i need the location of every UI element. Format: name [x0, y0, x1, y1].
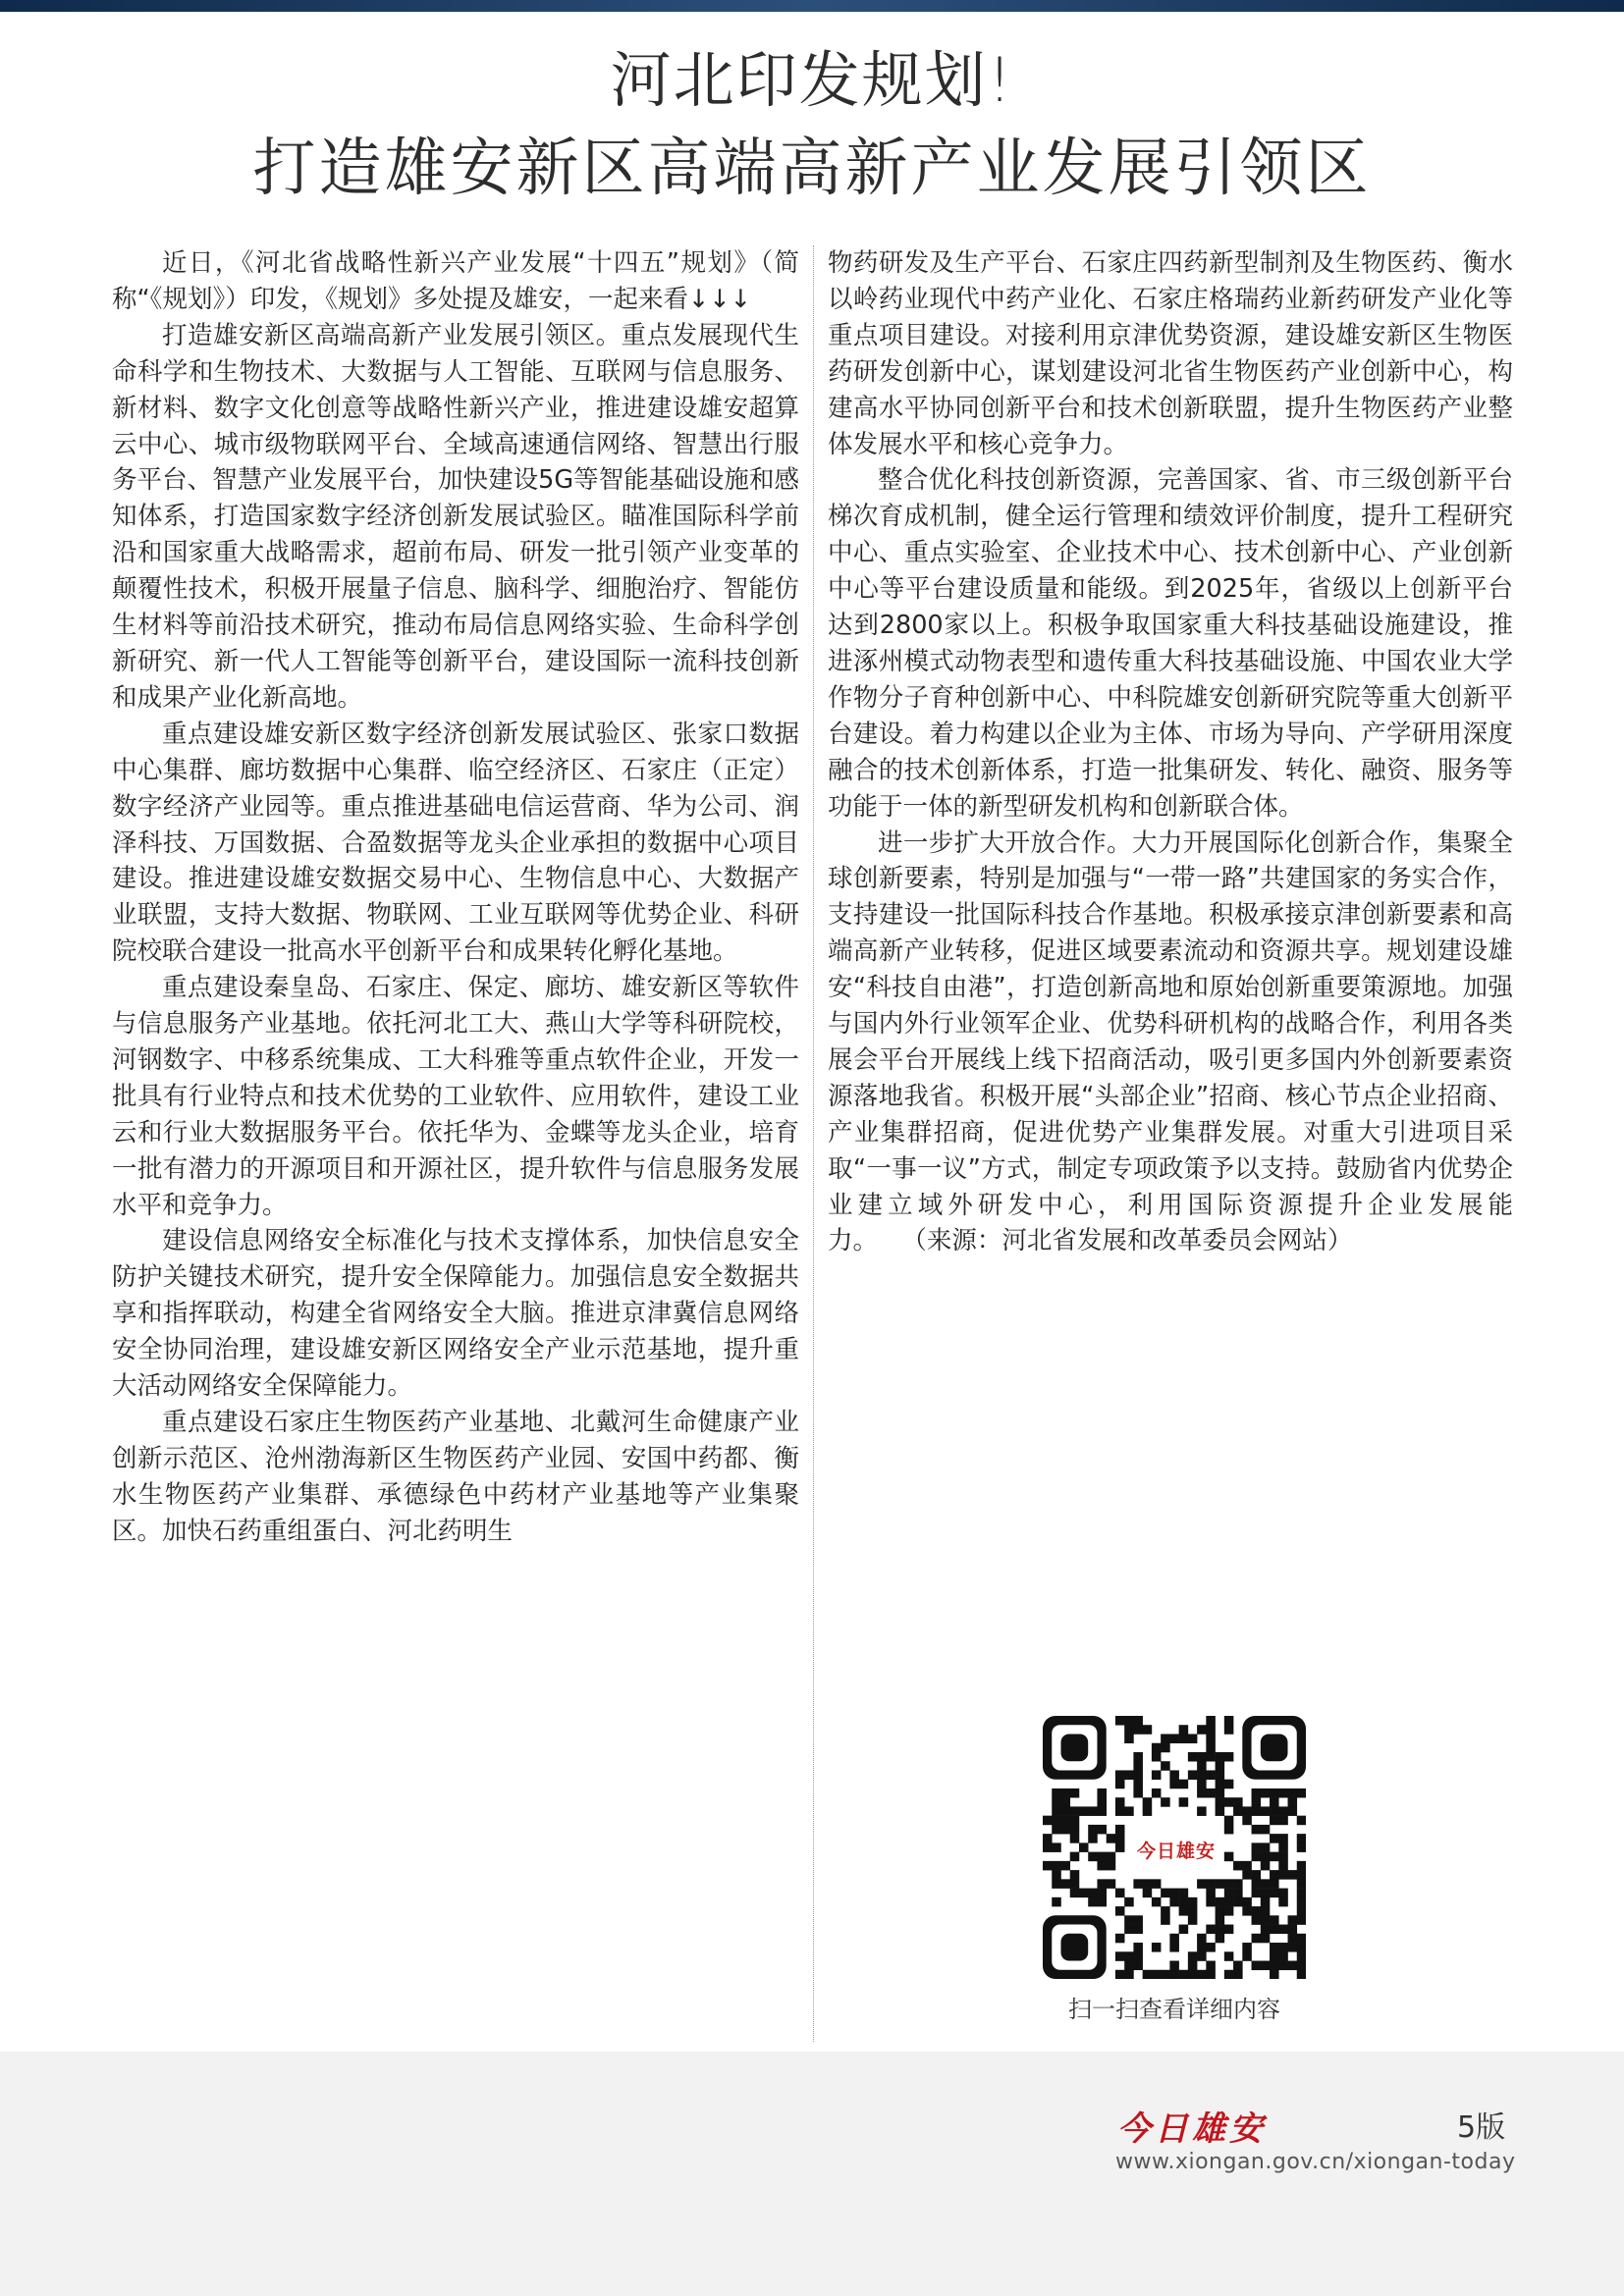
title-line-1: 河北印发规划! [610, 44, 1014, 116]
article-column-right [828, 245, 1513, 1679]
paragraph-continuation: 物药研发及生产平台、石家庄四药新型制剂及生物医药、衡水以岭药业现代中药产业化、石家庄格瑞药业新药研发产业化等重点项目建设。对接利用京津优势资源，建设雄安新区生物医药研发创新中心，谋划建设河北省生物医药产业创新中心，构建高水平协同创新平台和技术创新联盟，提升生物医药产业整体发展水平和核心竞争力。 [828, 248, 1513, 459]
paragraph: 重点建设秦皇岛、石家庄、保定、廊坊、雄安新区等软件与信息服务产业基地。依托河北工大、燕山大学等科研院校，河钢数字、中移系统集成、工大科雅等重点软件企业，开发一批具有行业特点和技术优势的工业软件、应用软件，建设工业云和行业大数据服务平台。依托华为、金蝶等龙头企业，培育一批有潜力的开源项目和开源社区，提升软件与信息服务发展水平和竞争力。 [112, 973, 799, 1220]
paragraph [828, 826, 1513, 1260]
paragraph: 重点建设雄安新区数字经济创新发展试验区、张家口数据中心集群、廊坊数据中心集群、临空经济区、石家庄（正定）数字经济产业园等。重点推进基础电信运营商、华为公司、润泽科技、万国数据、合盈数据等龙头企业承担的数据中心项目建设。推进建设雄安数据交易中心、生物信息中心、大数据产业联盟，支持大数据、物联网、工业互联网等优势企业、科研院校联合建设一批高水平创新平台和成果转化孵化基地。 [112, 719, 799, 967]
qr-code[interactable] [1043, 1716, 1306, 1979]
top-color-bar [0, 0, 1624, 12]
paragraph: 整合优化科技创新资源，完善国家、省、市三级创新平台梯次育成机制，健全运行管理和绩效评价制度，提升工程研究中心、重点实验室、企业技术中心、技术创新中心、产业创新中心等平台建设质量和能级。到2025年，省级以上创新平台达到2800家以上。积极争取国家重大科技基础设施建设，推进涿州模式动物表型和遗传重大科技基础设施、中国农业大学作物分子育种创新中心、中科院雄安创新研究院等重大创新平台建设。着力构建以企业为主体、市场为导向、产学研用深度融合的技术创新体系，打造一批集研发、转化、融资、服务等功能于一体的新型研发机构和创新联合体。 [828, 465, 1513, 822]
qr-logo: 今日雄安 [1134, 1822, 1218, 1877]
paragraph: 近日，《河北省战略性新兴产业发展“十四五”规划》（简称“《规划》）印发，《规划》多处提及雄安，一起来看↓↓↓ [112, 248, 799, 314]
article-source: （来源：河北省发展和改革委员会网站） [901, 1226, 1353, 1256]
paragraph: 重点建设石家庄生物医药产业基地、北戴河生命健康产业创新示范区、沧州渤海新区生物医药产业园、安国中药都、衡水生物医药产业集群、承德绿色中药材产业基地等产业集聚区。加快石药重组蛋白、河北药明生 [112, 1408, 799, 1546]
footer-url[interactable]: www.xiongan.gov.cn/xiongan-today [1115, 2150, 1516, 2174]
page-number: 5版 [1457, 2110, 1506, 2145]
article-title [0, 39, 1624, 216]
qr-caption: 扫一扫查看详细内容 [1068, 1996, 1280, 2023]
title-line-2: 打造雄安新区高端高新产业发展引领区 [252, 133, 1372, 205]
paragraph: 建设信息网络安全标准化与技术支撑体系，加快信息安全防护关键技术研究，提升安全保障能力。加强信息安全数据共享和指挥联动，构建全省网络安全大脑。推进京津冀信息网络安全协同治理，建设雄安新区网络安全产业示范基地，提升重大活动网络安全保障能力。 [112, 1226, 799, 1402]
article-column-left [112, 245, 799, 2052]
paragraph-text: 进一步扩大开放合作。大力开展国际化创新合作，集聚全球创新要素，特别是加强与“一带一路”共建国家的务实合作，支持建设一批国际科技合作基地。积极承接京津创新要素和高端高新产业转移，促进区域要素流动和资源共享。规划建设雄安“科技自由港”，打造创新高地和原始创新重要策源地。加强与国内外行业领军企业、优势科研机构的战略合作，利用各类展会平台开展线上线下招商活动，吸引更多国内外创新要素资源落地我省。积极开展“头部企业”招商、核心节点企业招商、产业集群招商，促进优势产业集群发展。对重大引进项目采取“一事一议”方式，制定专项政策予以支持。鼓励省内优势企业建立域外研发中心，利用国际资源提升企业发展能力。 [828, 828, 1513, 1256]
footer-brand-logo: 今日雄安 [1117, 2109, 1267, 2149]
column-divider [813, 245, 814, 2042]
paragraph: 打造雄安新区高端高新产业发展引领区。重点发展现代生命科学和生物技术、大数据与人工智能、互联网与信息服务、新材料、数字文化创意等战略性新兴产业，推进建设雄安超算云中心、城市级物联网平台、全域高速通信网络、智慧出行服务平台、智慧产业发展平台，加快建设5G等智能基础设施和感知体系，打造国家数字经济创新发展试验区。瞄准国际科学前沿和国家重大战略需求，超前布局、研发一批引领产业变革的颠覆性技术，积极开展量子信息、脑科学、细胞治疗、智能仿生材料等前沿技术研究，推动布局信息网络实验、生命科学创新研究、新一代人工智能等创新平台，建设国际一流科技创新和成果产业化新高地。 [112, 320, 799, 713]
